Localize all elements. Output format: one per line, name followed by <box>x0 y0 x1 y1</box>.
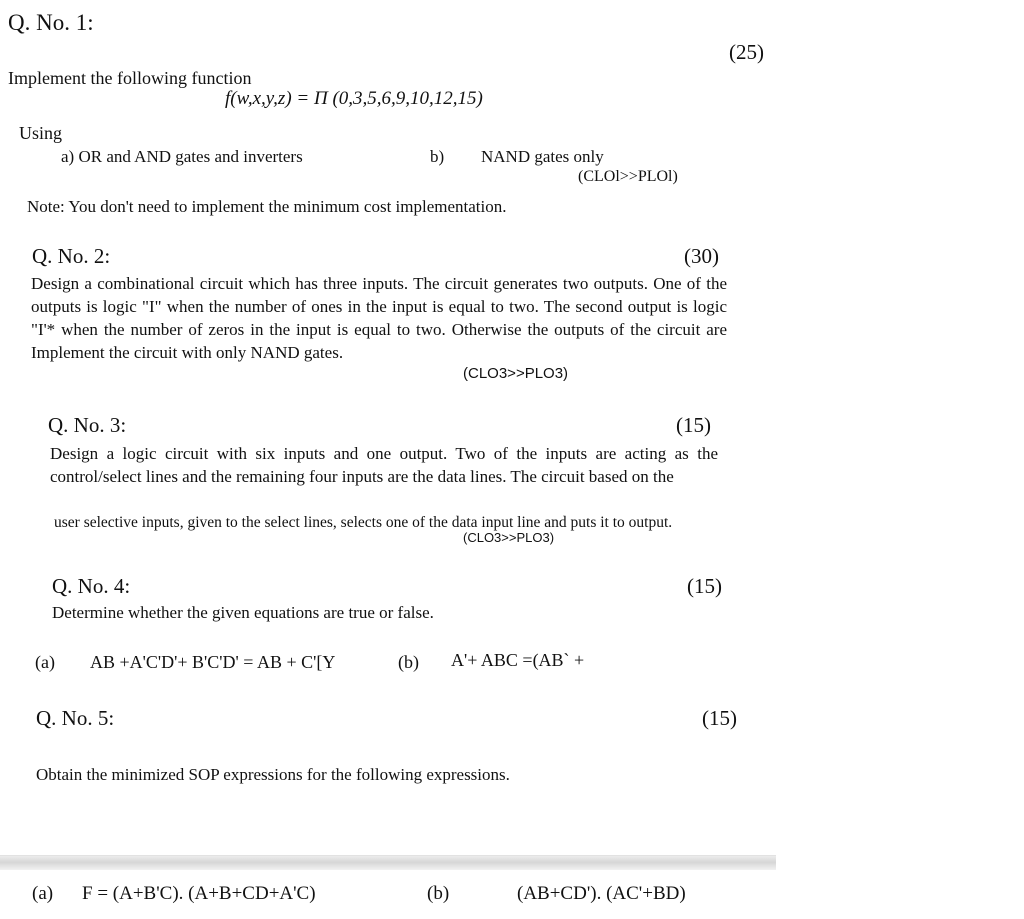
q4-b-equation: A'+ ABC =(AB` + <box>451 650 585 670</box>
q5-a-label: (a) <box>32 883 54 904</box>
q2-marks: (30) <box>684 244 719 268</box>
q5-b-label: (b) <box>427 883 450 904</box>
q5-heading: Q. No. 5: <box>36 706 115 730</box>
q4-heading: Q. No. 4: <box>52 574 131 598</box>
q1-option-b: NAND gates only <box>481 147 604 166</box>
q2-clo: (CLO3>>PLO3) <box>463 365 569 382</box>
q4-intro: Determine whether the given equations are true or false. <box>52 603 434 622</box>
q1-intro: Implement the following function <box>8 68 252 88</box>
q5-marks: (15) <box>702 706 737 730</box>
q1-clo: (CLOl>>PLOl) <box>578 168 678 185</box>
q3-heading: Q. No. 3: <box>48 413 127 437</box>
separator-bar <box>0 855 776 870</box>
q5-b-equation: (AB+CD'). (AC'+BD) <box>517 883 686 904</box>
q1-note: Note: You don't need to implement the minimum cost implementation. <box>27 197 507 216</box>
q2-body: Design a combinational circuit which has three inputs. The circuit generates two outputs. One of the outputs is logic "I" when the number of ones in the input is equal to two. The second output is logic "I'* when the number of zeros in the input is equal to two. Otherwise the outputs of the circuit are Implement the circuit with only NAND gates. <box>31 274 727 362</box>
q5-intro: Obtain the minimized SOP expressions for the following expressions. <box>36 765 510 784</box>
q3-body: Design a logic circuit with six inputs and one output. Two of the inputs are acting as the control/select lines and the remaining four inputs are the data lines. The circuit based on the <box>50 444 718 486</box>
q5-a-equation: F = (A+B'C). (A+B+CD+A'C) <box>82 883 316 904</box>
q1-option-a: a) OR and AND gates and inverters <box>61 147 303 166</box>
q1-using: Using <box>19 123 63 143</box>
q1-heading: Q. No. 1: <box>8 10 94 35</box>
q4-a-equation: AB +A'C'D'+ B'C'D' = AB + C'[Y <box>90 652 336 672</box>
q3-body-continued: user selective inputs, given to the select lines, selects one of the data input line and puts it to output. <box>54 514 673 531</box>
q4-marks: (15) <box>687 574 722 598</box>
q4-b-label: (b) <box>398 652 419 672</box>
q3-clo: (CLO3>>PLO3) <box>463 530 555 545</box>
q1-function: f(w,x,y,z) = Π (0,3,5,6,9,10,12,15) <box>225 88 483 109</box>
q4-a-label: (a) <box>35 652 55 672</box>
q1-marks: (25) <box>729 40 764 64</box>
q2-heading: Q. No. 2: <box>32 244 111 268</box>
q3-marks: (15) <box>676 413 711 437</box>
q1-option-b-label: b) <box>430 147 445 166</box>
